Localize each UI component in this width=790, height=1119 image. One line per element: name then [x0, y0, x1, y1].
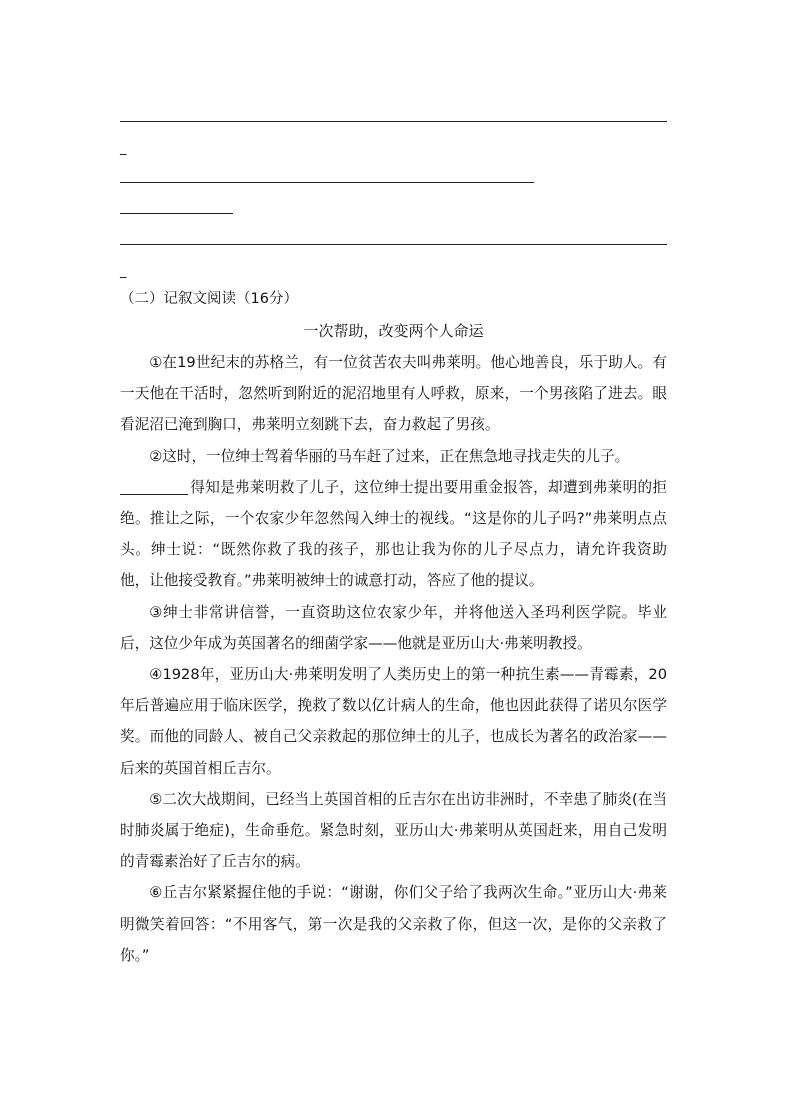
answer-line-3 [120, 213, 233, 214]
answer-line-1-tail: _ [120, 141, 127, 156]
paragraph-5: ⑤二次大战期间，已经当上英国首相的丘吉尔在出访非洲时，不幸患了肺炎(在当时肺炎属于绝症)，生命垂危。紧急时刻，亚历山大·弗莱明从英国赶来，用自己发明的青霉素治好了丘吉尔的病。 [120, 790, 667, 871]
paragraph-2b [120, 472, 667, 597]
article-title: 一次帮助，改变两个人命运 [303, 322, 484, 340]
article-body [120, 347, 667, 971]
answer-line-1 [120, 121, 667, 122]
fill-in-blank[interactable] [120, 479, 188, 495]
answer-line-2 [120, 182, 534, 183]
paragraph-2b-text: 得知是弗莱明救了儿子，这位绅士提出要用重金报答，却遭到弗莱明的拒绝。推让之际，一个农家少年忽然闯入绅士的视线。“这是你的儿子吗?”弗莱明点点头。绅士说：“既然你救了我的孩子，那也让我为你的儿子尽点力，请允许我资助他，让他接受教育。”弗莱明被绅士的诚意打动，答应了他的提议。 [120, 478, 667, 590]
paragraph-4: ④1928年，亚历山大·弗莱明发明了人类历史上的第一种抗生素——青霉素，20年后普遍应用于临床医学，挽救了数以亿计病人的生命，他也因此获得了诺贝尔医学奖。而他的同龄人、被自己父亲救起的那位绅士的儿子，也成长为著名的政治家——后来的英国首相丘吉尔。 [120, 666, 667, 777]
paragraph-2a: ②这时，一位绅士驾着华丽的马车赶了过来，正在焦急地寻找走失的儿子。 [149, 447, 630, 465]
paragraph-3: ③绅士非常讲信誉，一直资助这位农家少年，并将他送入圣玛利医学院。毕业后，这位少年成为英国著名的细菌学家——他就是亚历山大·弗莱明教授。 [120, 603, 667, 652]
paragraph-6: ⑥丘吉尔紧紧握住他的手说：“谢谢，你们父子给了我两次生命。”亚历山大·弗莱明微笑着回答：“不用客气，第一次是我的父亲救了你，但这一次，是你的父亲救了你。” [120, 884, 667, 964]
section-heading: （二）记叙文阅读（16分） [120, 291, 298, 307]
answer-line-4 [120, 244, 667, 245]
answer-line-4-tail: _ [120, 264, 127, 279]
paragraph-1: ①在19世纪末的苏格兰，有一位贫苦农夫叫弗莱明。他心地善良，乐于助人。有一天他在干活时，忽然听到附近的泥沼地里有人呼救，原来，一个男孩陷了进去。眼看泥沼已淹到胸口，弗莱明立刻跳下去，奋力救起了男孩。 [120, 354, 667, 434]
